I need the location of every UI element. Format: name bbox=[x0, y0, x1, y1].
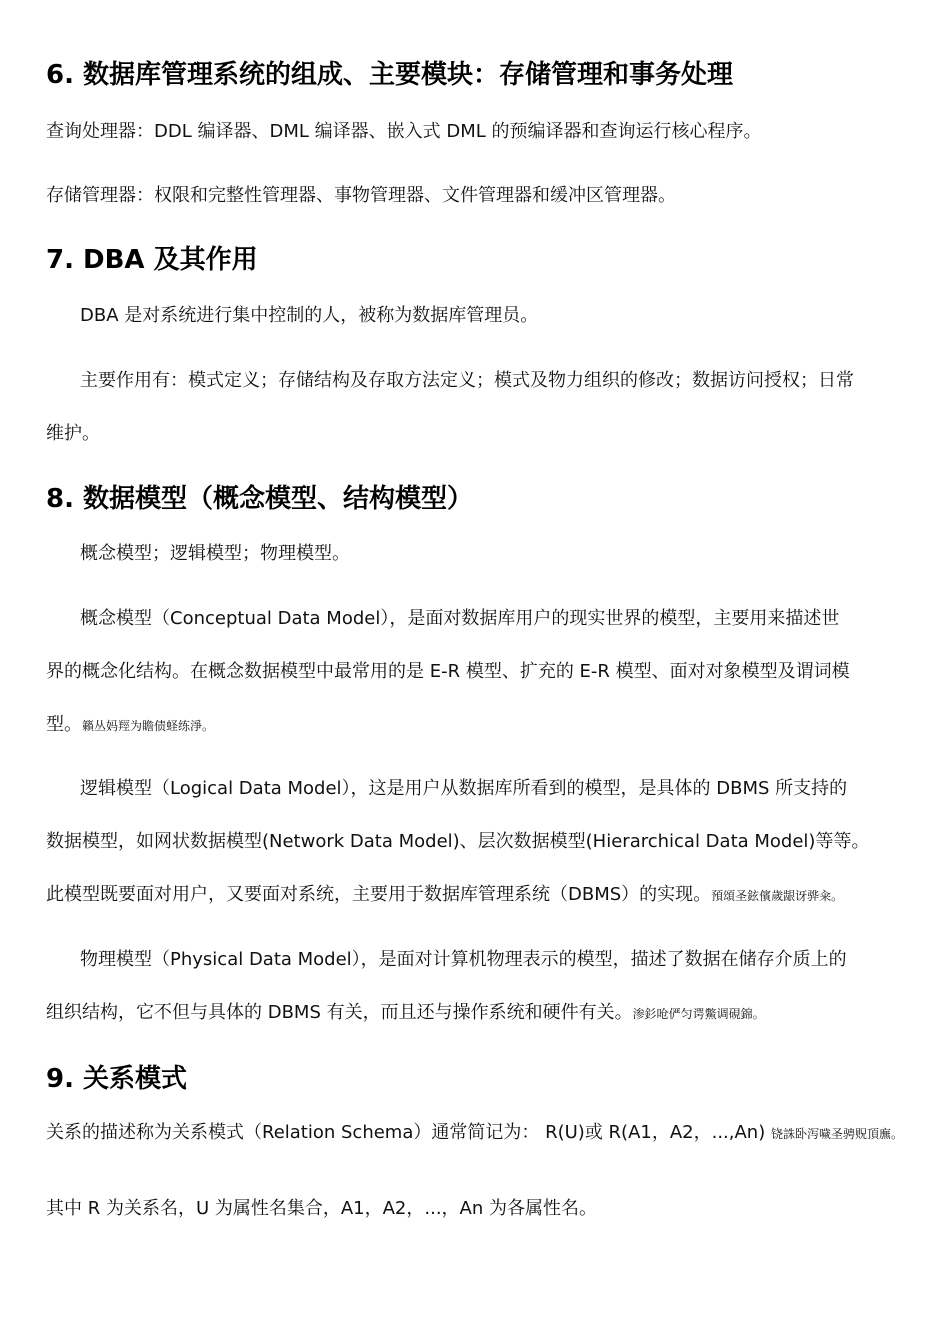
physical-model-end: 组织结构，它不但与具体的 DBMS 有关，而且还与操作系统和硬件有关。 bbox=[46, 1002, 633, 1023]
conceptual-model-end: 型。 bbox=[46, 714, 82, 735]
physical-model-note: 渗釤呛俨匀谔鱉调硯錦。 bbox=[632, 1007, 765, 1021]
relation-schema-text: 关系的描述称为关系模式（Relation Schema）通常简记为： R(U)或 R(A1，A2，...,An) bbox=[46, 1122, 766, 1143]
dba-functions-paragraph bbox=[46, 354, 908, 460]
logical-model-paragraph bbox=[46, 762, 908, 923]
relation-schema-paragraph bbox=[46, 1118, 908, 1149]
storage-manager-paragraph: 存储管理器：权限和完整性管理器、事物管理器、文件管理器和缓冲区管理器。 bbox=[46, 185, 676, 206]
section-9-heading: 9. 关系模式 bbox=[46, 1064, 188, 1094]
dba-functions-line-2: 维护。 bbox=[46, 423, 100, 444]
logical-model-line-1: 逻辑模型（Logical Data Model），这是用户从数据库所看到的模型，是具体的 DBMS 所支持的 bbox=[80, 778, 848, 799]
logical-model-line-3 bbox=[46, 868, 908, 923]
physical-model-line-2 bbox=[46, 986, 908, 1041]
conceptual-model-line-2: 界的概念化结构。在概念数据模型中最常用的是 E-R 模型、扩充的 E-R 模型、面对对象模型及谓词模 bbox=[46, 661, 850, 682]
section-8-heading: 8. 数据模型（概念模型、结构模型） bbox=[46, 484, 474, 514]
physical-model-paragraph bbox=[46, 933, 908, 1041]
logical-model-end: 此模型既要面对用户，又要面对系统，主要用于数据库管理系统（DBMS）的实现。 bbox=[46, 884, 712, 905]
relation-attributes-paragraph: 其中 R 为关系名，U 为属性名集合，A1，A2，...，An 为各属性名。 bbox=[46, 1198, 597, 1219]
model-types-paragraph: 概念模型；逻辑模型；物理模型。 bbox=[80, 543, 350, 564]
conceptual-model-paragraph bbox=[46, 592, 908, 753]
dba-definition-paragraph: DBA 是对系统进行集中控制的人，被称为数据库管理员。 bbox=[80, 305, 539, 326]
section-7-heading: 7. DBA 及其作用 bbox=[46, 245, 258, 275]
relation-schema-note: 铙誅卧泻噦圣骋贶頂廡。 bbox=[770, 1127, 903, 1141]
logical-model-line-2: 数据模型，如网状数据模型(Network Data Model)、层次数据模型(Hierarchical Data Model)等等。 bbox=[46, 831, 870, 852]
query-processor-paragraph: 查询处理器：DDL 编译器、DML 编译器、嵌入式 DML 的预编译器和查询运行核心程序。 bbox=[46, 121, 762, 142]
dba-functions-line-1: 主要作用有：模式定义；存储结构及存取方法定义；模式及物力组织的修改；数据访问授权；日常 bbox=[80, 370, 854, 391]
conceptual-model-note: 籟丛妈羥为瞻债蛏练淨。 bbox=[82, 719, 215, 733]
logical-model-note: 預頌圣鉉儐歲龈讶骅籴。 bbox=[711, 889, 844, 903]
conceptual-model-line-1: 概念模型（Conceptual Data Model），是面对数据库用户的现实世界的模型，主要用来描述世 bbox=[80, 608, 840, 629]
physical-model-line-1: 物理模型（Physical Data Model），是面对计算机物理表示的模型，描述了数据在储存介质上的 bbox=[80, 949, 847, 970]
conceptual-model-line-3 bbox=[46, 698, 908, 753]
section-6-heading: 6. 数据库管理系统的组成、主要模块：存储管理和事务处理 bbox=[46, 60, 734, 90]
